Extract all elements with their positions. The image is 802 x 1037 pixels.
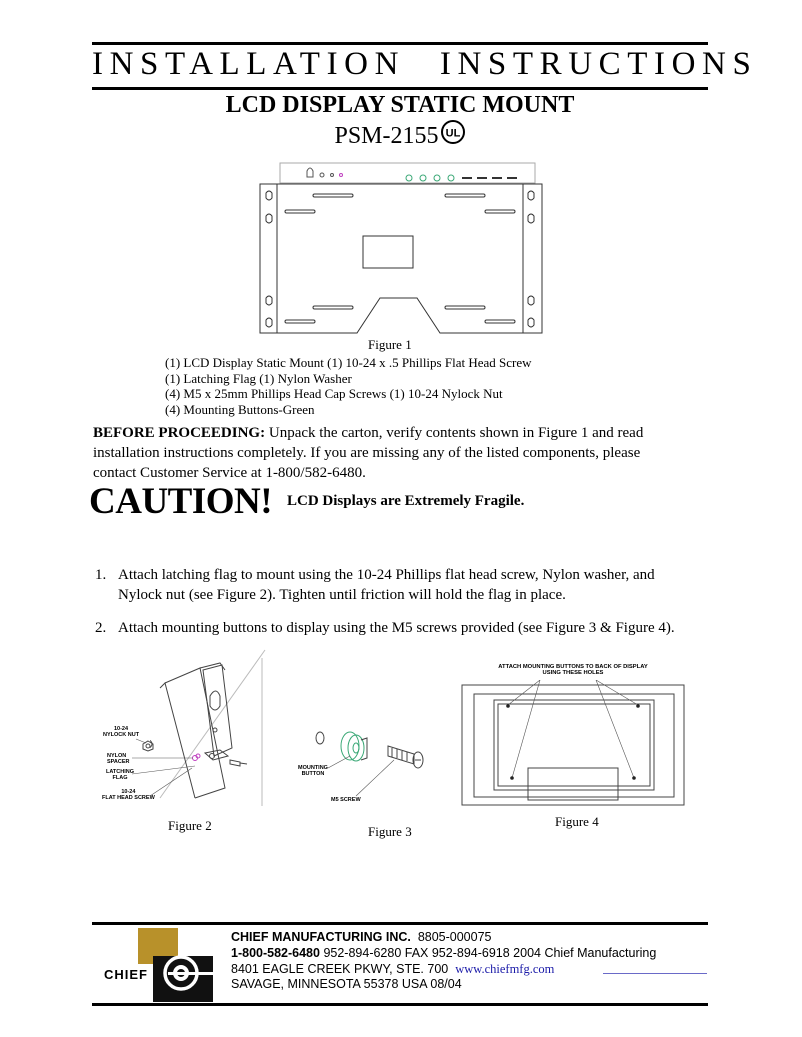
step-number: 1. (95, 567, 107, 583)
footer-company-line (231, 930, 492, 944)
parts-list-item: (1) LCD Display Static Mount (1) 10-24 x .5 Phillips Flat Head Screw (165, 355, 532, 370)
caution-message: LCD Displays are Extremely Fragile. (287, 493, 525, 509)
footer-website-link[interactable]: www.chiefmfg.com (455, 962, 555, 976)
figure2-label-spacer: NYLON SPACER (107, 753, 130, 765)
caution-heading: CAUTION! (89, 481, 273, 522)
model-number: PSM-2155 (334, 123, 439, 149)
step-text: Attach latching flag to mount using the 10-24 Phillips flat head screw, Nylon washer, and (118, 567, 655, 583)
figure2-label-nut: 10-24 NYLOCK NUT (103, 726, 140, 738)
footer-address: 8401 EAGLE CREEK PKWY, STE. 700 (231, 962, 449, 976)
step-text: Nylock nut (see Figure 2). Tighten until friction will hold the flag in place. (118, 587, 566, 603)
chief-logo-icon (138, 928, 213, 1004)
figure1-mount-drawing (255, 158, 547, 338)
before-proceeding-text: installation instructions completely. If you are missing any of the listed components, please (93, 445, 641, 461)
before-proceeding-label: BEFORE PROCEEDING: (93, 425, 266, 441)
footer-address-line (231, 962, 554, 977)
figure1-caption: Figure 1 (368, 337, 412, 352)
footer-blank-rule (603, 973, 707, 974)
header-bottom-rule (92, 87, 708, 90)
footer-city: SAVAGE, MINNESOTA 55378 USA 08/04 (231, 977, 462, 991)
step-number: 2. (95, 620, 107, 636)
before-proceeding-text: contact Customer Service at 1-800/582-6480. (93, 465, 366, 481)
ul-mark-text: UL (445, 127, 460, 140)
ul-listed-icon (440, 119, 466, 145)
figure3-button-screw-drawing (298, 718, 443, 808)
step-text: Attach mounting buttons to display using the M5 screws provided (see Figure 3 & Figure 4). (118, 620, 675, 636)
figure3-label-button: MOUNTING BUTTON (298, 765, 328, 777)
figure3-caption: Figure 3 (368, 824, 412, 839)
footer-phone: 1-800-582-6480 (231, 946, 320, 960)
parts-list-item: (1) Latching Flag (1) Nylon Washer (165, 370, 352, 386)
figure4-caption: Figure 4 (555, 814, 599, 829)
step-1 (95, 565, 655, 605)
footer-phone-line (231, 946, 656, 960)
figure2-label-flag: LATCHING FLAG (106, 769, 135, 781)
footer-company: CHIEF MANUFACTURING INC. (231, 930, 411, 944)
model-number-row (92, 119, 708, 150)
figure2-label-screw: 10-24 FLAT HEAD SCREW (102, 789, 155, 801)
header-top-rule (92, 42, 708, 45)
figure2-leader-lines (100, 720, 210, 810)
parts-list (165, 355, 532, 417)
step-2 (95, 618, 675, 638)
footer-contact-info: 952-894-6280 FAX 952-894-6918 2004 Chief Manufacturing (319, 946, 657, 960)
figure3-label-screw: M5 SCREW (331, 797, 361, 803)
before-proceeding-paragraph (93, 423, 643, 483)
chief-logo-text: CHIEF (104, 967, 148, 982)
before-proceeding-text: Unpack the carton, verify contents shown in Figure 1 and read (265, 425, 644, 441)
parts-list-item: (4) Mounting Buttons-Green (165, 401, 315, 417)
figure2-caption: Figure 2 (168, 818, 212, 833)
figure4-instruction-label: ATTACH MOUNTING BUTTONS TO BACK OF DISPLAY USING THESE HOLES (498, 664, 648, 676)
installation-instructions-header: INSTALLATION INSTRUCTIONS (92, 46, 758, 82)
parts-list-item: (4) M5 x 25mm Phillips Head Cap Screws (1) 10-24 Nylock Nut (165, 386, 503, 401)
footer-part-number: 8805-000075 (417, 930, 492, 944)
figure4-display-back-drawing (460, 680, 686, 808)
footer-top-rule (92, 922, 708, 925)
document-title: LCD DISPLAY STATIC MOUNT (225, 92, 575, 118)
